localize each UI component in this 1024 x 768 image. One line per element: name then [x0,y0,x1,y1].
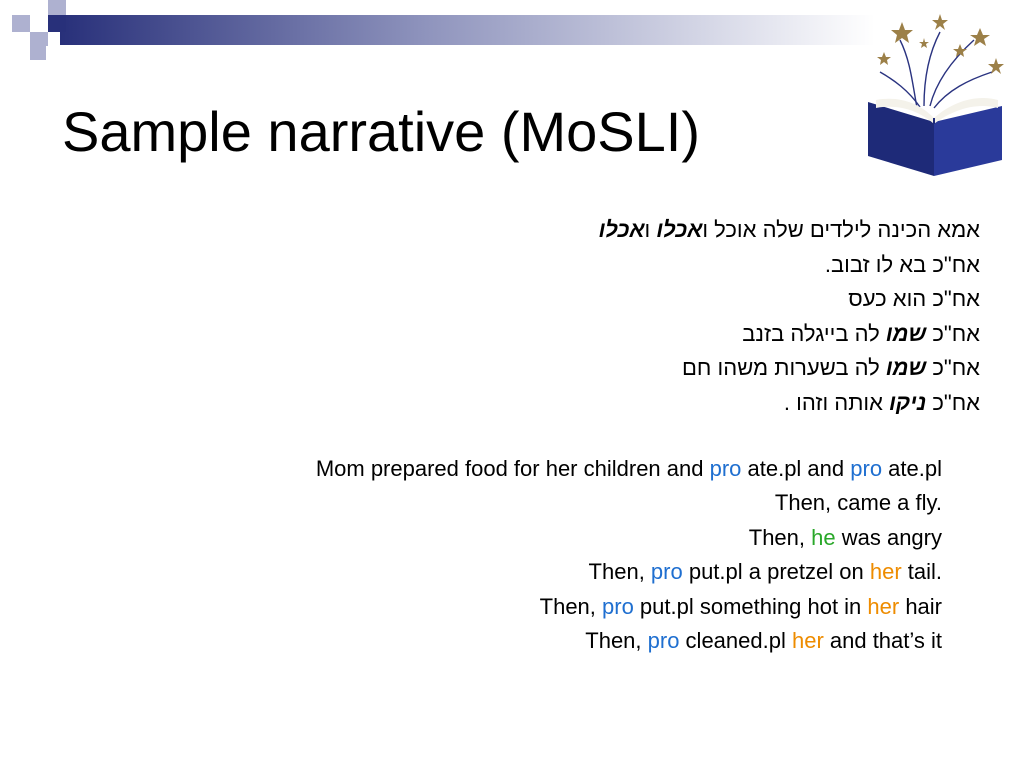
text-segment: ate.pl and [741,456,851,481]
text-segment: hair [899,593,942,619]
english-line [82,486,942,520]
english-line [82,452,942,486]
emphasized-verb: שמו [885,355,927,380]
english-line [82,521,942,555]
hebrew-line [380,248,980,283]
text-segment: tail. [901,559,942,585]
highlight-her: her [791,628,824,654]
text-segment: אח"כ [926,355,980,380]
highlight-he: he [811,524,836,550]
highlight-her: her [867,593,900,619]
emphasized-verb: אכלו [656,217,703,242]
text-segment: אח"כ הוא כעס [848,286,980,311]
highlight-pro: pro [650,559,683,585]
hebrew-line [380,386,980,421]
text-segment: Mom prepared food for her children and [315,456,710,481]
text-segment: Then, came a fly. [774,490,942,516]
emphasized-verb: אכלו [598,217,645,242]
text-segment: was angry [835,524,942,550]
hebrew-line [380,213,980,248]
text-segment: Then, [748,524,812,550]
hebrew-line [380,351,980,386]
text-segment: ו [644,217,657,242]
english-line [82,590,942,624]
text-segment: cleaned.pl [679,628,792,654]
text-segment: ate.pl [882,456,942,481]
text-segment: לה בייגלה בזנב [742,320,886,346]
emphasized-verb: שמו [885,320,927,346]
english-line [82,624,942,658]
text-segment: and that’s it [823,628,942,654]
highlight-pro: pro [647,628,680,654]
slide-title: Sample narrative (MoSLI) [62,100,701,163]
highlight-pro: pro [850,456,883,481]
highlight-pro: pro [602,593,634,619]
text-segment: אותה וזהו . [783,389,890,415]
text-segment: Then, [588,559,651,585]
emphasized-verb: ניקו [889,389,927,415]
hebrew-line [380,317,980,352]
text-segment: אח"כ בא לו זבוב. [824,251,980,277]
text-segment: put.pl a pretzel on [682,559,870,585]
highlight-pro: pro [709,456,742,481]
text-segment: אח"כ [926,389,980,415]
text-segment: put.pl something hot in [633,593,868,619]
highlight-her: her [869,559,902,585]
text-segment: Then, [539,593,603,619]
hebrew-narrative [380,213,980,420]
text-segment: אח"כ [926,320,980,346]
book-with-stars-icon [862,10,1012,180]
english-gloss [82,452,942,658]
text-segment: לה בשערות משהו חם [682,355,886,380]
text-segment: Then, [585,628,648,654]
hebrew-line [380,282,980,317]
english-line [82,555,942,589]
text-segment: אמא הכינה לילדים שלה אוכל ו [702,217,980,242]
